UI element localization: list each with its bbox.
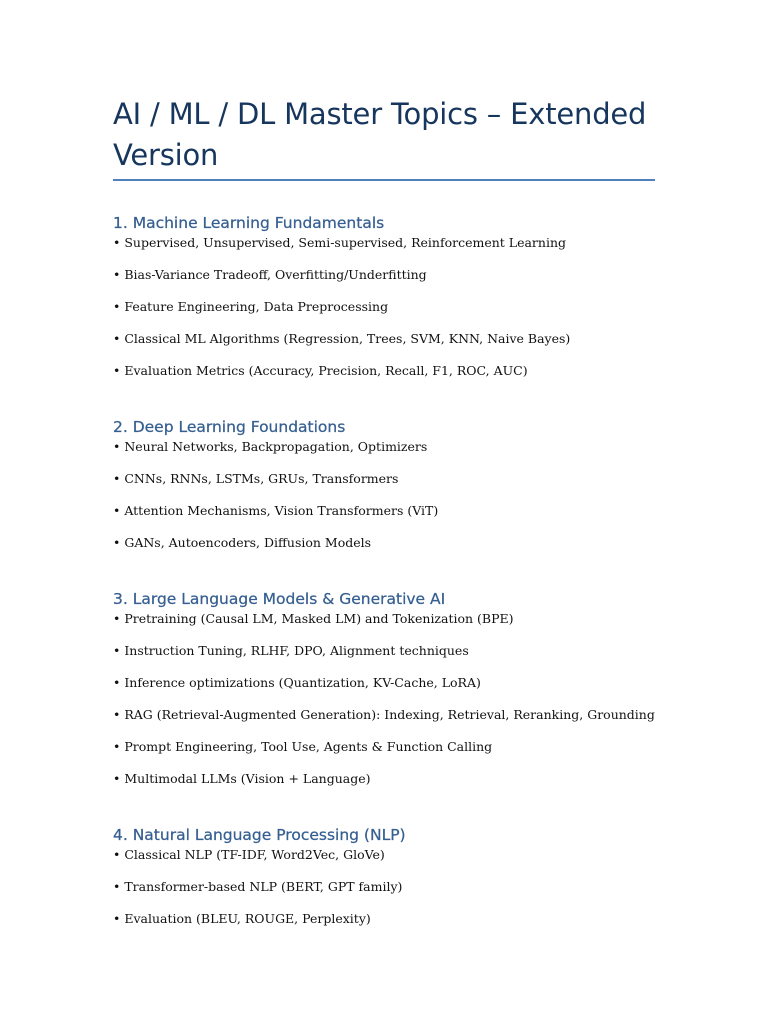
- section-large-language-models: [113, 588, 713, 802]
- bullet-list: [113, 234, 713, 394]
- list-item: • CNNs, RNNs, LSTMs, GRUs, Transformers: [113, 471, 399, 486]
- list-item: • Instruction Tuning, RLHF, DPO, Alignment techniques: [113, 643, 469, 658]
- list-item: • Multimodal LLMs (Vision + Language): [113, 771, 371, 786]
- list-item: • Inference optimizations (Quantization, KV-Cache, LoRA): [113, 675, 481, 690]
- bullet-list: [113, 846, 713, 942]
- section-machine-learning-fundamentals: [113, 212, 713, 394]
- section-heading: 2. Deep Learning Foundations: [113, 418, 346, 436]
- bullet-list: [113, 438, 713, 566]
- list-item: • RAG (Retrieval-Augmented Generation): Indexing, Retrieval, Reranking, Grounding: [113, 707, 655, 722]
- list-item: • Supervised, Unsupervised, Semi-supervised, Reinforcement Learning: [113, 235, 567, 250]
- section-deep-learning-foundations: [113, 416, 713, 566]
- section-heading: 1. Machine Learning Fundamentals: [113, 214, 385, 232]
- list-item: • Bias-Variance Tradeoff, Overfitting/Underfitting: [113, 267, 427, 282]
- list-item: • Transformer-based NLP (BERT, GPT family): [113, 879, 403, 894]
- bullet-list: [113, 610, 713, 802]
- list-item: • Classical ML Algorithms (Regression, Trees, SVM, KNN, Naive Bayes): [113, 331, 571, 346]
- section-natural-language-processing: [113, 824, 713, 942]
- list-item: • Evaluation (BLEU, ROUGE, Perplexity): [113, 911, 371, 926]
- list-item: • Classical NLP (TF-IDF, Word2Vec, GloVe): [113, 847, 385, 862]
- list-item: • Prompt Engineering, Tool Use, Agents & Function Calling: [113, 739, 493, 754]
- list-item: • GANs, Autoencoders, Diffusion Models: [113, 535, 372, 550]
- title-underline: [113, 179, 655, 181]
- list-item: • Feature Engineering, Data Preprocessing: [113, 299, 389, 314]
- list-item: • Pretraining (Causal LM, Masked LM) and Tokenization (BPE): [113, 611, 514, 626]
- list-item: • Neural Networks, Backpropagation, Optimizers: [113, 439, 428, 454]
- list-item: • Attention Mechanisms, Vision Transformers (ViT): [113, 503, 439, 518]
- section-heading: 4. Natural Language Processing (NLP): [113, 826, 406, 844]
- document-title: AI / ML / DL Master Topics – Extended Version: [113, 97, 647, 172]
- section-heading: 3. Large Language Models & Generative AI: [113, 590, 446, 608]
- list-item: • Evaluation Metrics (Accuracy, Precision, Recall, F1, ROC, AUC): [113, 363, 528, 378]
